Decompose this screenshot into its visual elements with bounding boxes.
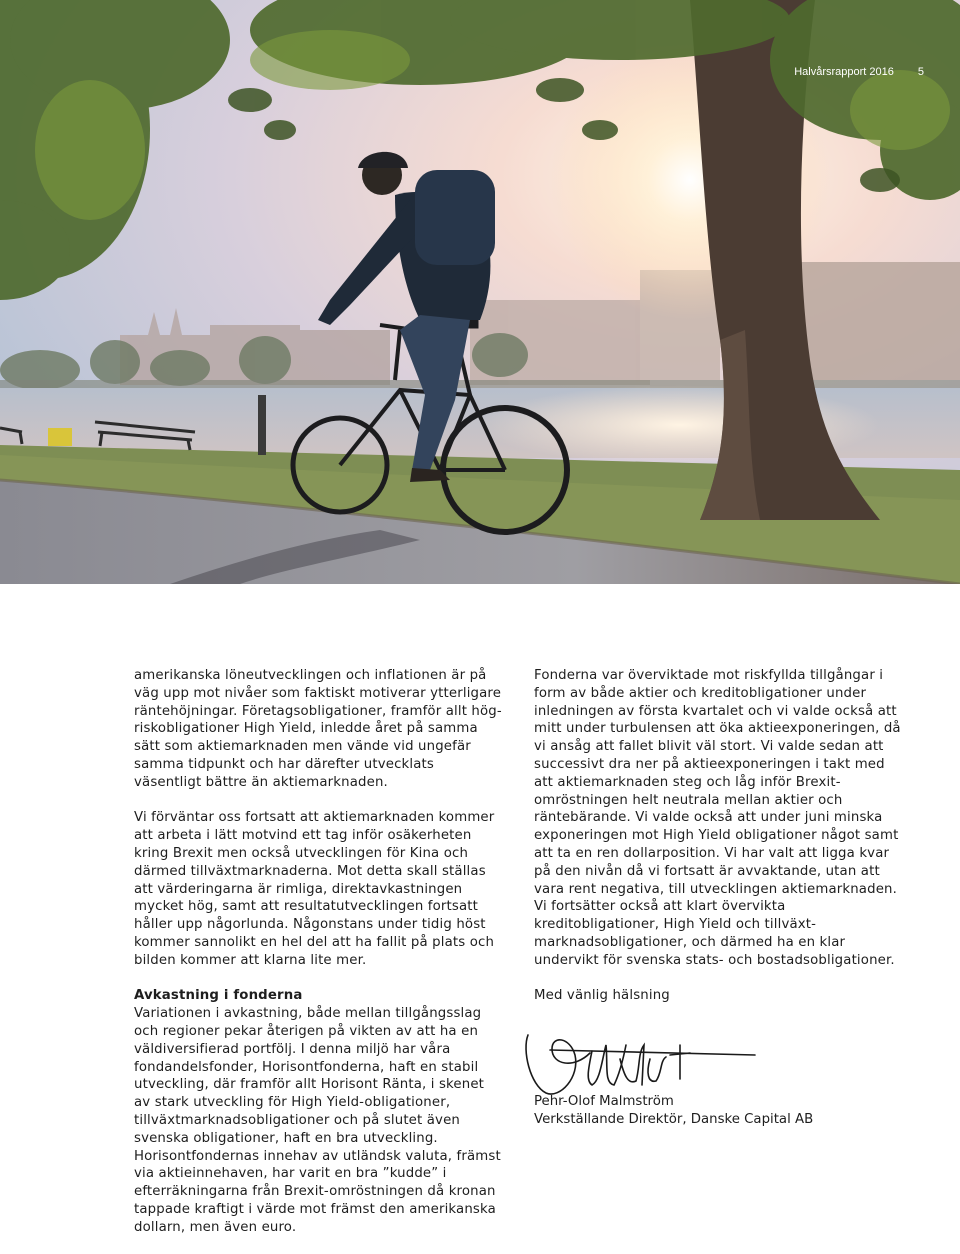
cover-photo [0,0,960,584]
report-title: Halvårsrapport 2016 [794,66,894,78]
closing-greeting: Med vänlig hälsning [534,988,670,1004]
left-paragraph-3: Variationen i avkastning, både mellan tillgångsslag och regioner pekar återigen på vikten av att ha en väldiversifierad portfölj. I denna miljö har våra fondandelsfonder, Horisontfonderna, haft en stabil utveckling, där framför allt Horisont Ränta, i skenet av stark utveckling för High Yield-obligationer, tillväxtmarknadsobligationer och på slutet även svenska obligationer, haft en bra utveckling. Horisontfondernas innehav av utländsk valuta, främst via aktieinnehaven, har varit en bra ”kudde” i efterräkningarna från Brexit-omröstningen då kronan tappade kraftigt i värde mot främst den amerikanska dollarn, men även euro. [134,1006,501,1235]
right-column [534,667,904,1023]
signature-icon [520,1015,780,1100]
page-header [794,66,924,78]
page-number: 5 [917,66,924,78]
signer-block [534,1093,813,1129]
left-column [134,667,504,1254]
right-paragraph-1: Fonderna var överviktade mot riskfyllda tillgångar i form av både aktier och kreditobligationer under inledningen av första kvartalet och vi valde också att mitt under turbulensen att öka aktieexponeringen, då vi ansåg att fallet blivit väl stort. Vi valde sedan att successivt dra ner på aktieexponeringen i takt med att aktiemarknaden steg och låg inför Brexit-omröstningen helt neutrala mellan aktier och räntebärande. Vi valde också att under juni minska exponeringen mot High Yield obligationer något samt att ta en ren dollarposition. Vi har valt att ligga kvar på den nivån då vi fortsatt är avvaktande, utan att vara rent negativa, till utvecklingen aktiemarknaden. Vi fortsätter också att klart övervikta kreditobligationer, High Yield och tillväxtmarknadsobligationer, och därmed ha en klar undervikt för svenska stats- och bostadsobligationer. [534,668,901,968]
section-heading: Avkastning i fonderna [134,988,303,1004]
left-paragraph-2: Vi förväntar oss fortsatt att aktiemarknaden kommer att arbeta i lätt motvind ett tag inför osäkerheten kring Brexit men också utvecklingen för Kina och därmed tillväxtmarknaderna. Mot detta skall ställas att värderingarna är rimliga, direktavkastningen mycket hög, samt att resultatutvecklingen fortsatt håller upp någorlunda. Någonstans under tidig höst kommer sannolikt en hel del att ha fallit på plats och bilden kommer att klarna lite mer. [134,810,495,968]
cover-photo-illustration [0,0,960,584]
left-paragraph-1: amerikanska löneutvecklingen och inflationen är på väg upp mot nivåer som faktiskt motiverar ytterligare räntehöjningar. Företagsobligationer, framför allt högriskobligationer High Yield, inledde året på samma sätt som aktiemarknaden men vände vid ungefär samma tidpunkt och har därefter utvecklats väsentligt bättre än aktiemarknaden. [134,668,502,790]
signer-title: Verkställande Direktör, Danske Capital AB [534,1112,814,1127]
signer-name: Pehr-Olof Malmström [534,1094,674,1109]
